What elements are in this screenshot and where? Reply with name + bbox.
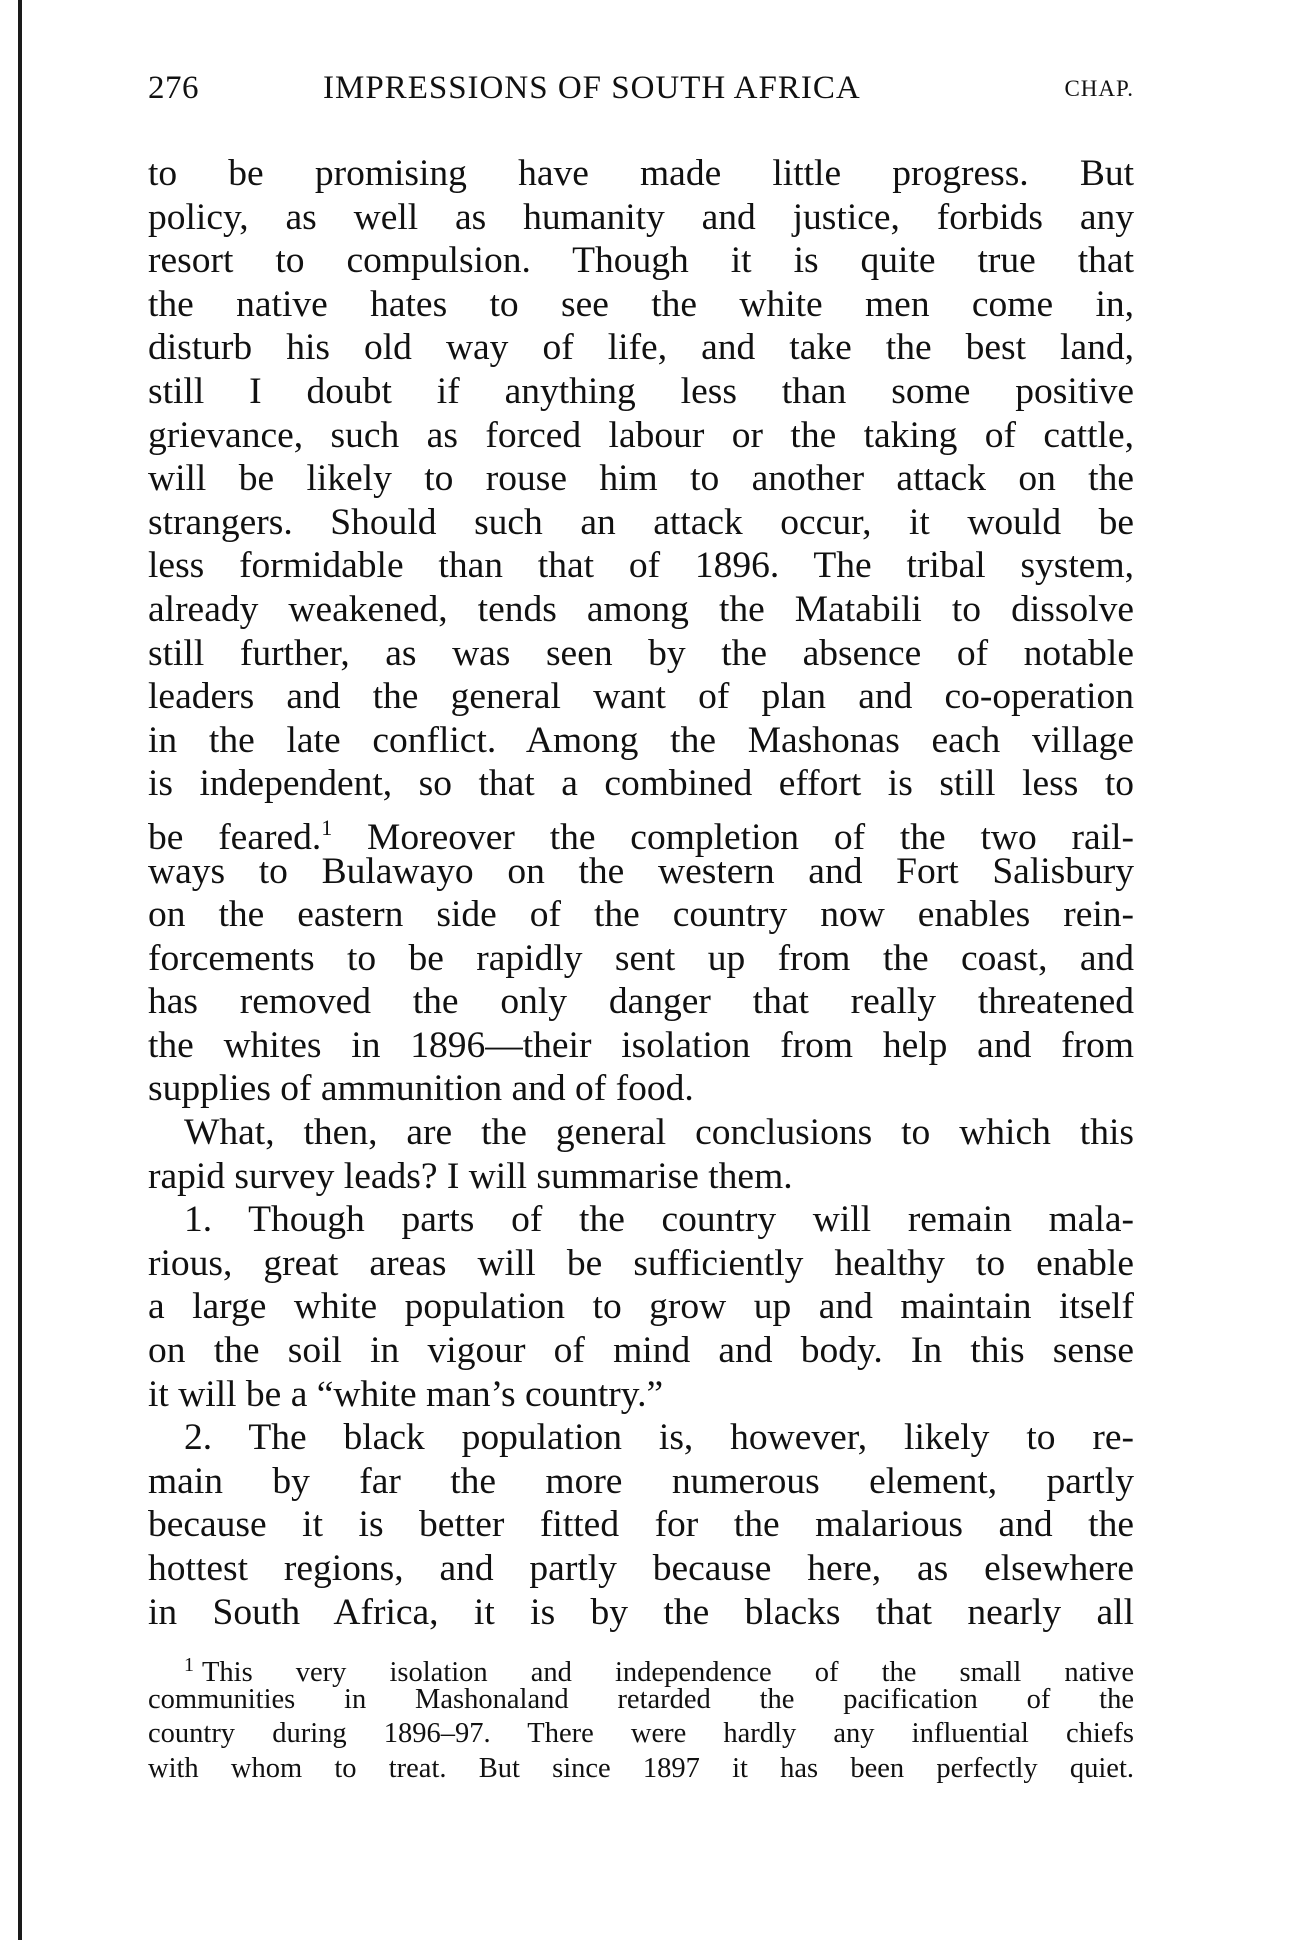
footnote-line [148,1648,1134,1688]
text-line: hottest regions, and partly because here, as elsewhere [148,1548,1134,1589]
text-line: still further, as was seen by the absence of notable [148,632,1134,674]
text-line: disturb his old way of life, and take the best land, [148,327,1134,369]
text-line-with-footnote-ref [148,806,1134,858]
text-line: in South Africa, it is by the blacks that nearly all [148,1591,1134,1633]
text-line: already weakened, tends among the Matabili to dissolve [148,588,1134,630]
text-line: in the late conflict. Among the Mashonas each village [148,719,1134,761]
text-line: supplies of ammunition and of food. [148,1068,694,1110]
running-title: IMPRESSIONS OF SOUTH AFRICA [323,70,861,106]
footnote-text: This very isolation and independence of the small native [202,1657,1134,1688]
footnote-reference: 1 [321,814,333,840]
text-line: because it is better fitted for the malarious and the [148,1504,1134,1546]
text-line: it will be a “white man’s country.” [148,1373,664,1415]
footnote-line: communities in Mashonaland retarded the pacification of the [148,1683,1134,1715]
text-line: has removed the only danger that really threatened [148,981,1134,1023]
text-line: resort to compulsion. Though it is quite true that [148,240,1134,282]
text-line: What, then, are the general conclusions to which this [184,1112,1134,1154]
text-line: policy, as well as humanity and justice, forbids any [148,196,1134,238]
text-line: on the eastern side of the country now enables rein- [148,894,1134,936]
text-line: to be promising have made little progress. But [148,153,1134,194]
text-line: will be likely to rouse him to another attack on the [148,458,1134,500]
text-line: main by far the more numerous element, partly [148,1460,1134,1502]
running-header [148,70,1134,120]
text-line: the whites in 1896—their isolation from help and from [148,1024,1134,1066]
footnote-line: country during 1896–97. There were hardly any influential chiefs [148,1718,1134,1750]
text-fragment: Moreover the completion of the two rail- [332,816,1134,858]
text-line: the native hates to see the white men come in, [148,283,1134,325]
text-line: a large white population to grow up and maintain itself [148,1286,1134,1328]
text-line: leaders and the general want of plan and co-operation [148,676,1134,718]
footnote-marker: 1 [184,1654,194,1676]
footnote-line: with whom to treat. But since 1897 it has been perfectly quiet. [148,1752,1134,1784]
text-line: strangers. Should such an attack occur, it would be [148,501,1134,543]
text-line: less formidable than that of 1896. The tribal system, [148,545,1134,587]
text-line: 1. Though parts of the country will remain mala- [184,1199,1134,1241]
text-line: is independent, so that a combined effort is still less to [148,763,1134,805]
page-number: 276 [148,70,199,106]
footnote [148,1648,1134,1786]
text-line: on the soil in vigour of mind and body. In this sense [148,1330,1134,1372]
text-line: grievance, such as forced labour or the taking of cattle, [148,414,1134,456]
text-line: 2. The black population is, however, likely to re- [184,1417,1134,1459]
binding-edge-rule [18,0,22,1940]
chapter-marker: CHAP. [1064,76,1134,101]
text-line: rious, great areas will be sufficiently healthy to enable [148,1242,1134,1284]
text-line: forcements to be rapidly sent up from the coast, and [148,937,1134,979]
text-line: ways to Bulawayo on the western and Fort Salisbury [148,850,1134,892]
body-text [148,152,1134,1634]
text-line: still I doubt if anything less than some positive [148,370,1134,412]
text-line: rapid survey leads? I will summarise them. [148,1155,793,1197]
text-fragment: be feared. [148,816,322,858]
